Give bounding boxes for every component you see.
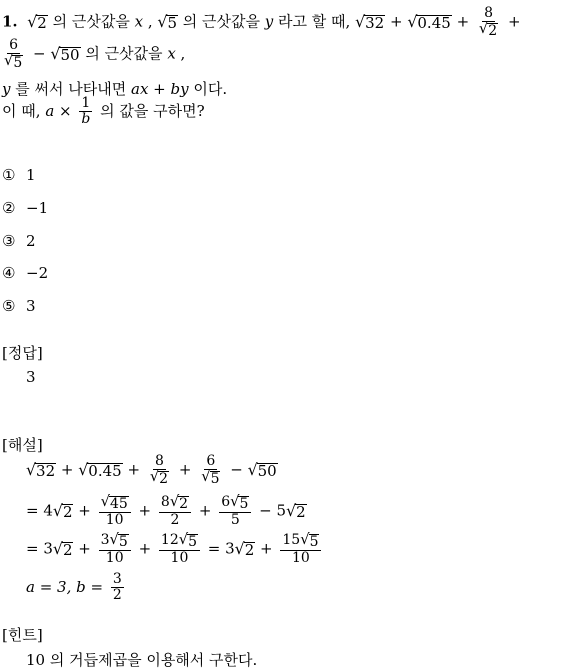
question-line-4: 이 때, a × $\frac{1}{b}$ 의 값을 구하면? <box>2 95 205 128</box>
explanation-label: [해설] <box>2 436 43 454</box>
option-2[interactable]: ② −1 <box>2 199 49 217</box>
option-3[interactable]: ③ 2 <box>2 232 36 250</box>
option-1[interactable]: ① 1 <box>2 166 36 184</box>
explanation-line-3: = 3 √ 2 + 3 √ 5 10 + 12 √ 5 10 = 3 √ 2 + 15 √ 5 10 <box>26 533 324 566</box>
answer-value: 3 <box>26 368 36 386</box>
explanation-line-4: a = 3, b = $\frac{3}{2}$ <box>26 571 122 604</box>
question-line-1: 1. √ 2 의 근삿값을 x , √ 5 의 근삿값을 y 라고 할 때, √ 32 + √ 0.45 + 8 √ 2 + <box>2 5 521 40</box>
answer-label: [정답] <box>2 344 43 362</box>
hint-text: 10 의 거듭제곱을 이용해서 구한다. <box>26 651 258 669</box>
hint-label: [힌트] <box>2 626 43 644</box>
option-4[interactable]: ④ −2 <box>2 264 49 282</box>
question-number: 1. <box>2 12 18 31</box>
question-line-3: y 를 써서 나타내면 ax + by 이다. <box>2 80 228 98</box>
option-5[interactable]: ⑤ 3 <box>2 297 36 315</box>
question-line-2: 6 √ 5 − √ 50 의 근삿값을 x , <box>4 37 186 72</box>
sqrt-2: √ 2 <box>27 11 47 32</box>
explanation-line-1: √ 32 + √ 0.45 + 8 √ 2 + 6 √ 5 − √ 50 <box>26 453 277 488</box>
explanation-line-2: = 4 √ 2 + √ 45 10 + 8 √ 2 2 + 6 √ 5 5 − 5 √ 2 <box>26 493 306 528</box>
